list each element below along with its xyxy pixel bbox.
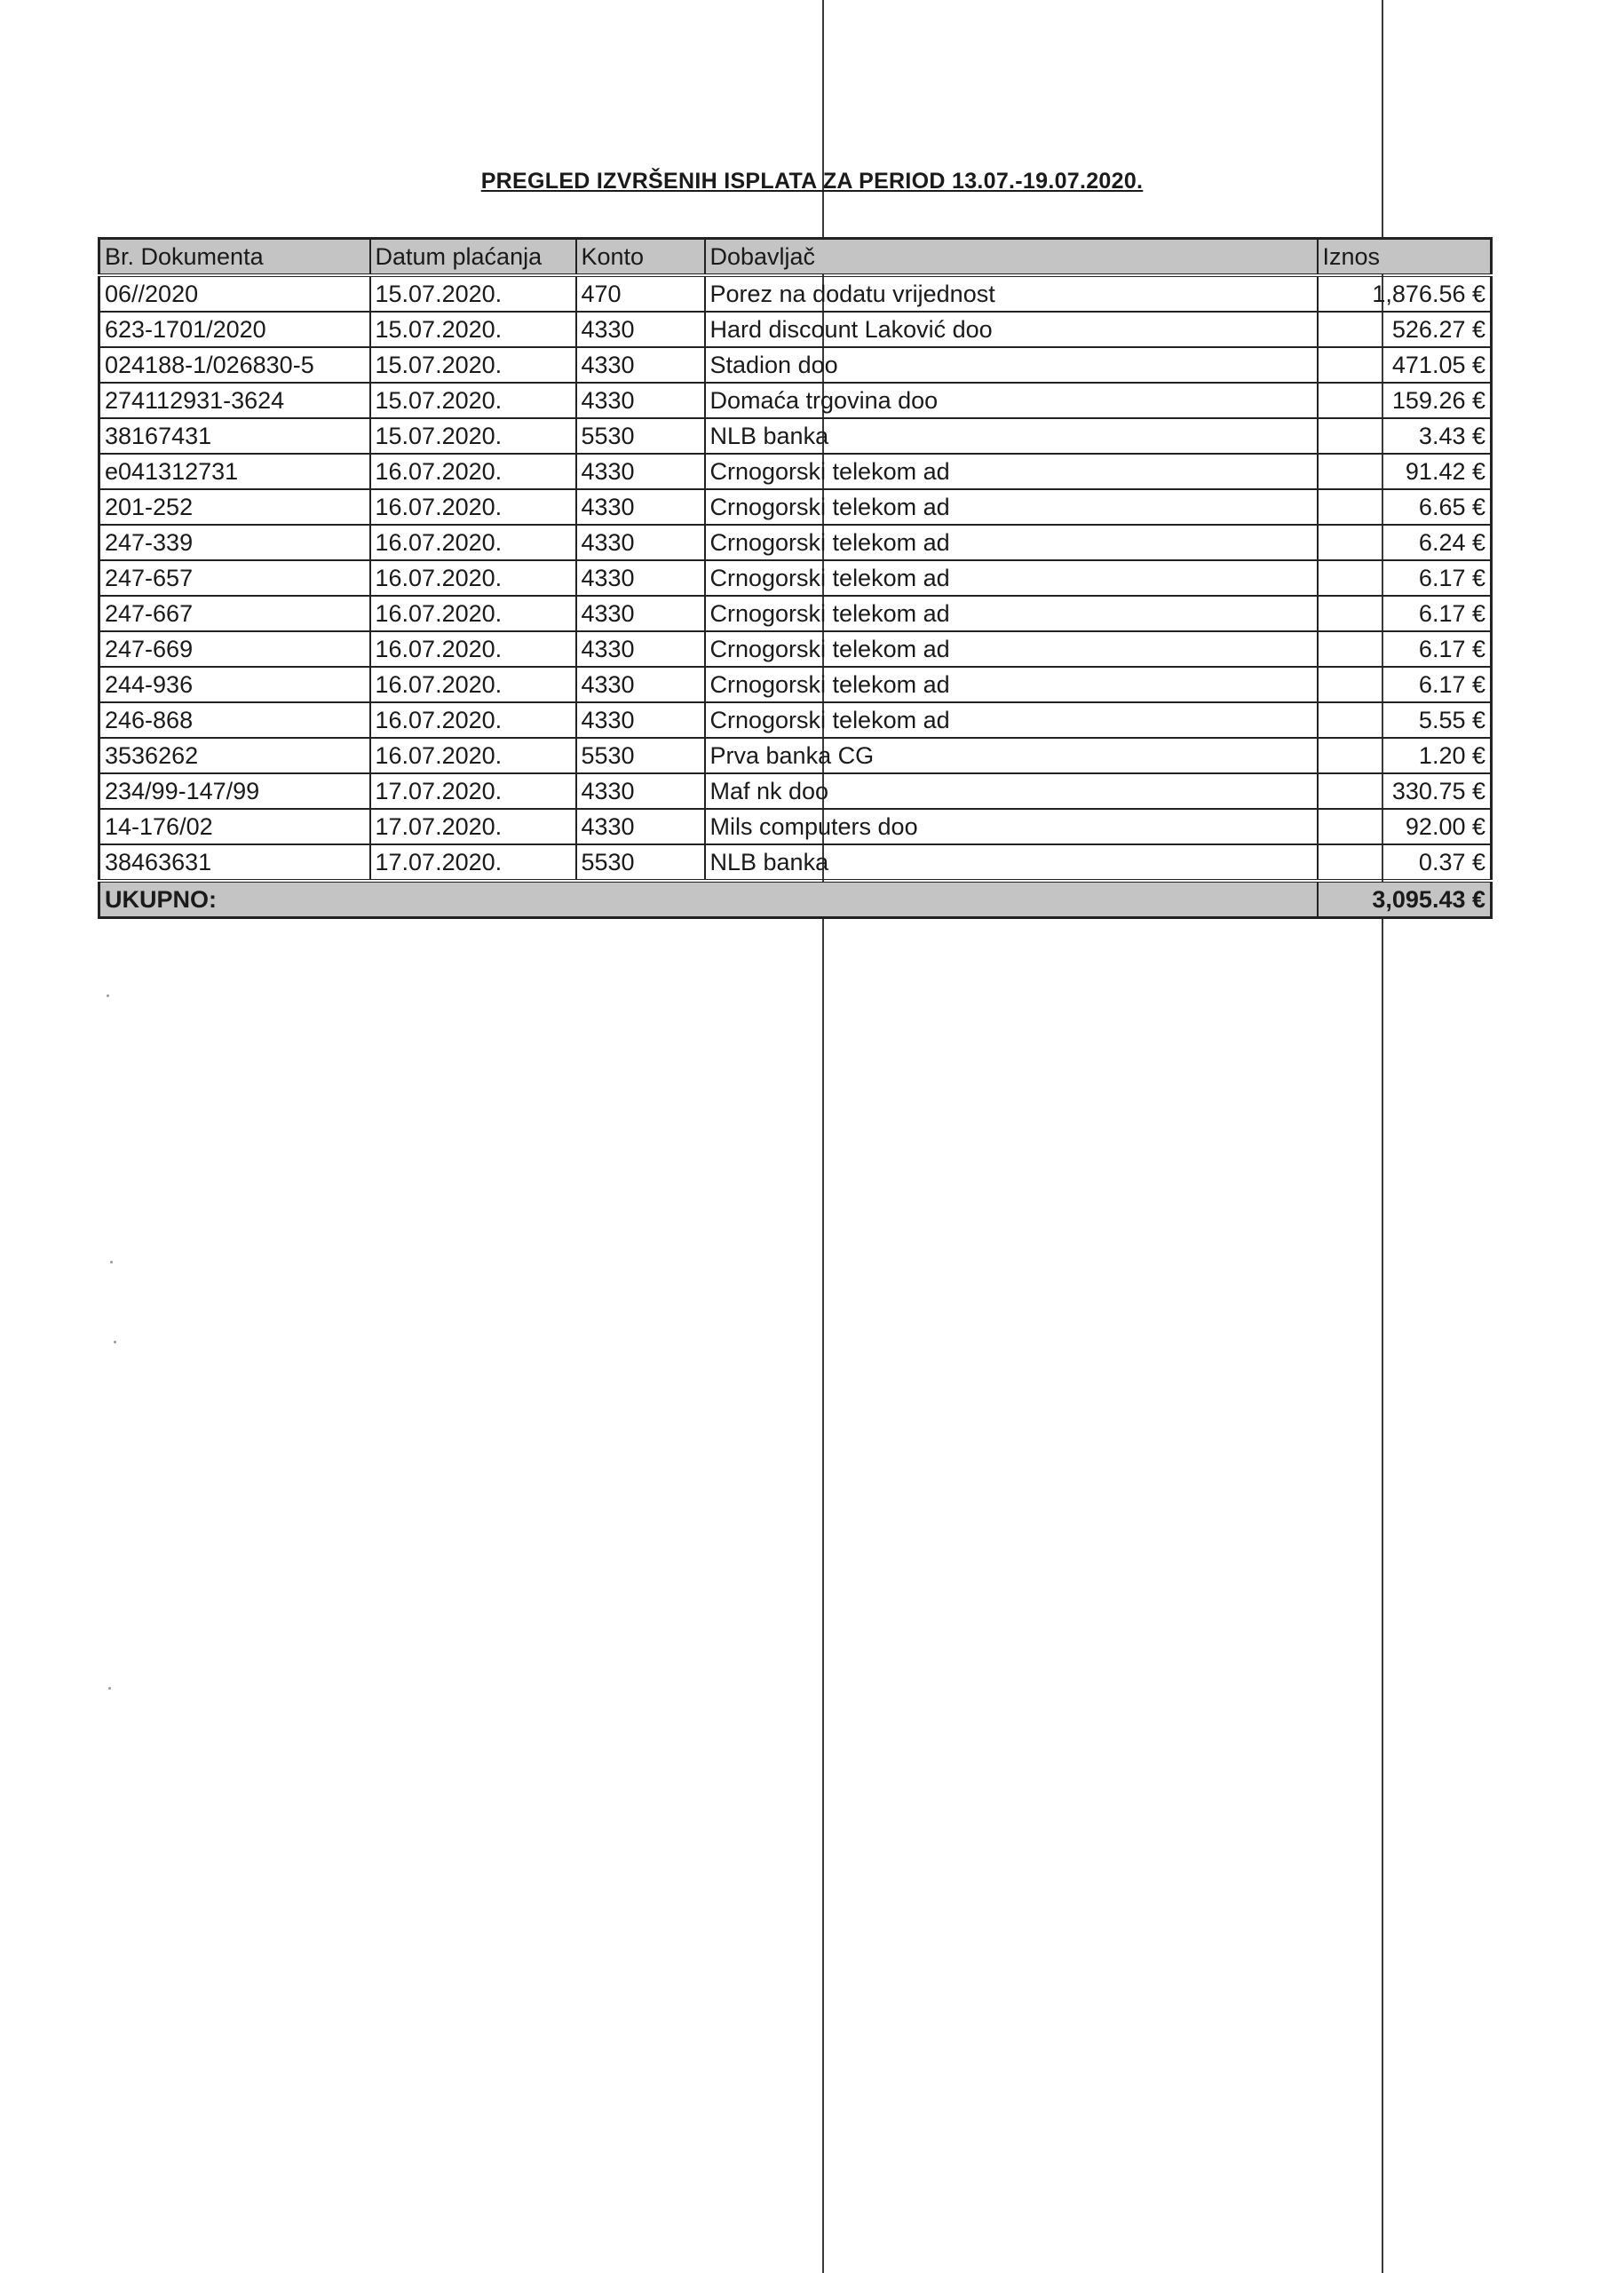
cell-supplier: Crnogorski telekom ad	[705, 702, 1318, 738]
table-row	[99, 383, 1492, 418]
cell-konto: 4330	[576, 312, 705, 347]
cell-payment-date: 16.07.2020.	[370, 667, 576, 702]
cell-doc-number: 38463631	[99, 844, 370, 881]
cell-payment-date: 16.07.2020.	[370, 560, 576, 596]
cell-supplier: Crnogorski telekom ad	[705, 454, 1318, 489]
cell-konto: 5530	[576, 418, 705, 454]
cell-amount: 92.00 €	[1318, 809, 1492, 844]
cell-konto: 4330	[576, 596, 705, 631]
cell-doc-number: 14-176/02	[99, 809, 370, 844]
cell-amount: 330.75 €	[1318, 773, 1492, 809]
cell-amount: 3.43 €	[1318, 418, 1492, 454]
cell-payment-date: 15.07.2020.	[370, 418, 576, 454]
column-header-doc: Br. Dokumenta	[99, 239, 370, 276]
table-row	[99, 312, 1492, 347]
table-row	[99, 560, 1492, 596]
column-header-amount: Iznos	[1318, 239, 1492, 276]
cell-supplier: Crnogorski telekom ad	[705, 525, 1318, 560]
cell-amount: 6.17 €	[1318, 596, 1492, 631]
table-row	[99, 596, 1492, 631]
cell-amount: 6.24 €	[1318, 525, 1492, 560]
scan-speck	[107, 994, 109, 997]
cell-doc-number: 623-1701/2020	[99, 312, 370, 347]
cell-payment-date: 16.07.2020.	[370, 489, 576, 525]
cell-supplier: Mils computers doo	[705, 809, 1318, 844]
cell-supplier: Stadion doo	[705, 347, 1318, 383]
cell-amount: 1.20 €	[1318, 738, 1492, 773]
table-row	[99, 454, 1492, 489]
cell-konto: 4330	[576, 454, 705, 489]
table-row	[99, 738, 1492, 773]
cell-supplier: Hard discount Laković doo	[705, 312, 1318, 347]
cell-doc-number: 234/99-147/99	[99, 773, 370, 809]
page-title: PREGLED IZVRŠENIH ISPLATA ZA PERIOD 13.07.-19.07.2020.	[480, 169, 1144, 194]
column-header-date: Datum plaćanja	[370, 239, 576, 276]
cell-amount: 91.42 €	[1318, 454, 1492, 489]
cell-supplier: Maf nk doo	[705, 773, 1318, 809]
cell-payment-date: 17.07.2020.	[370, 809, 576, 844]
cell-doc-number: 274112931-3624	[99, 383, 370, 418]
cell-supplier: Crnogorski telekom ad	[705, 489, 1318, 525]
cell-konto: 4330	[576, 383, 705, 418]
cell-amount: 6.17 €	[1318, 667, 1492, 702]
cell-amount: 0.37 €	[1318, 844, 1492, 881]
cell-supplier: Crnogorski telekom ad	[705, 631, 1318, 667]
cell-supplier: NLB banka	[705, 418, 1318, 454]
cell-payment-date: 16.07.2020.	[370, 631, 576, 667]
total-label: UKUPNO:	[99, 881, 1318, 918]
cell-doc-number: 38167431	[99, 418, 370, 454]
cell-doc-number: 247-657	[99, 560, 370, 596]
cell-doc-number: 201-252	[99, 489, 370, 525]
cell-payment-date: 16.07.2020.	[370, 738, 576, 773]
cell-supplier: Crnogorski telekom ad	[705, 596, 1318, 631]
cell-doc-number: 247-339	[99, 525, 370, 560]
table-row	[99, 418, 1492, 454]
cell-konto: 4330	[576, 702, 705, 738]
cell-amount: 159.26 €	[1318, 383, 1492, 418]
cell-doc-number: 024188-1/026830-5	[99, 347, 370, 383]
cell-supplier: Prva banka CG	[705, 738, 1318, 773]
column-header-konto: Konto	[576, 239, 705, 276]
cell-amount: 526.27 €	[1318, 312, 1492, 347]
table-row	[99, 809, 1492, 844]
cell-payment-date: 15.07.2020.	[370, 275, 576, 312]
cell-amount: 6.17 €	[1318, 560, 1492, 596]
table-row	[99, 347, 1492, 383]
cell-konto: 470	[576, 275, 705, 312]
table-row	[99, 489, 1492, 525]
table-row	[99, 702, 1492, 738]
payments-table	[98, 237, 1493, 919]
cell-konto: 4330	[576, 489, 705, 525]
cell-doc-number: 244-936	[99, 667, 370, 702]
table-row	[99, 631, 1492, 667]
cell-amount: 6.17 €	[1318, 631, 1492, 667]
cell-amount: 5.55 €	[1318, 702, 1492, 738]
scan-speck	[110, 1261, 113, 1263]
cell-supplier: Crnogorski telekom ad	[705, 667, 1318, 702]
cell-konto: 4330	[576, 773, 705, 809]
cell-konto: 5530	[576, 844, 705, 881]
cell-payment-date: 15.07.2020.	[370, 347, 576, 383]
table-row	[99, 525, 1492, 560]
cell-doc-number: 06//2020	[99, 275, 370, 312]
total-row	[99, 881, 1492, 918]
cell-payment-date: 15.07.2020.	[370, 383, 576, 418]
cell-doc-number: 247-669	[99, 631, 370, 667]
cell-konto: 4330	[576, 809, 705, 844]
cell-doc-number: 246-868	[99, 702, 370, 738]
cell-supplier: Domaća trgovina doo	[705, 383, 1318, 418]
scan-speck	[114, 1341, 116, 1343]
table-row	[99, 667, 1492, 702]
cell-amount: 1,876.56 €	[1318, 275, 1492, 312]
cell-doc-number: e041312731	[99, 454, 370, 489]
cell-payment-date: 16.07.2020.	[370, 702, 576, 738]
cell-amount: 471.05 €	[1318, 347, 1492, 383]
table-row	[99, 844, 1492, 881]
table-row	[99, 275, 1492, 312]
table-header-row	[99, 239, 1492, 276]
cell-konto: 4330	[576, 560, 705, 596]
column-header-supplier: Dobavljač	[705, 239, 1318, 276]
total-amount: 3,095.43 €	[1318, 881, 1492, 918]
cell-amount: 6.65 €	[1318, 489, 1492, 525]
cell-payment-date: 17.07.2020.	[370, 844, 576, 881]
cell-konto: 4330	[576, 347, 705, 383]
cell-konto: 5530	[576, 738, 705, 773]
table-row	[99, 773, 1492, 809]
cell-payment-date: 17.07.2020.	[370, 773, 576, 809]
cell-doc-number: 3536262	[99, 738, 370, 773]
cell-doc-number: 247-667	[99, 596, 370, 631]
cell-payment-date: 16.07.2020.	[370, 525, 576, 560]
cell-konto: 4330	[576, 631, 705, 667]
cell-payment-date: 16.07.2020.	[370, 454, 576, 489]
cell-konto: 4330	[576, 525, 705, 560]
cell-konto: 4330	[576, 667, 705, 702]
cell-supplier: Porez na dodatu vrijednost	[705, 275, 1318, 312]
cell-supplier: NLB banka	[705, 844, 1318, 881]
cell-payment-date: 16.07.2020.	[370, 596, 576, 631]
cell-payment-date: 15.07.2020.	[370, 312, 576, 347]
scan-speck	[108, 1687, 111, 1690]
cell-supplier: Crnogorski telekom ad	[705, 560, 1318, 596]
